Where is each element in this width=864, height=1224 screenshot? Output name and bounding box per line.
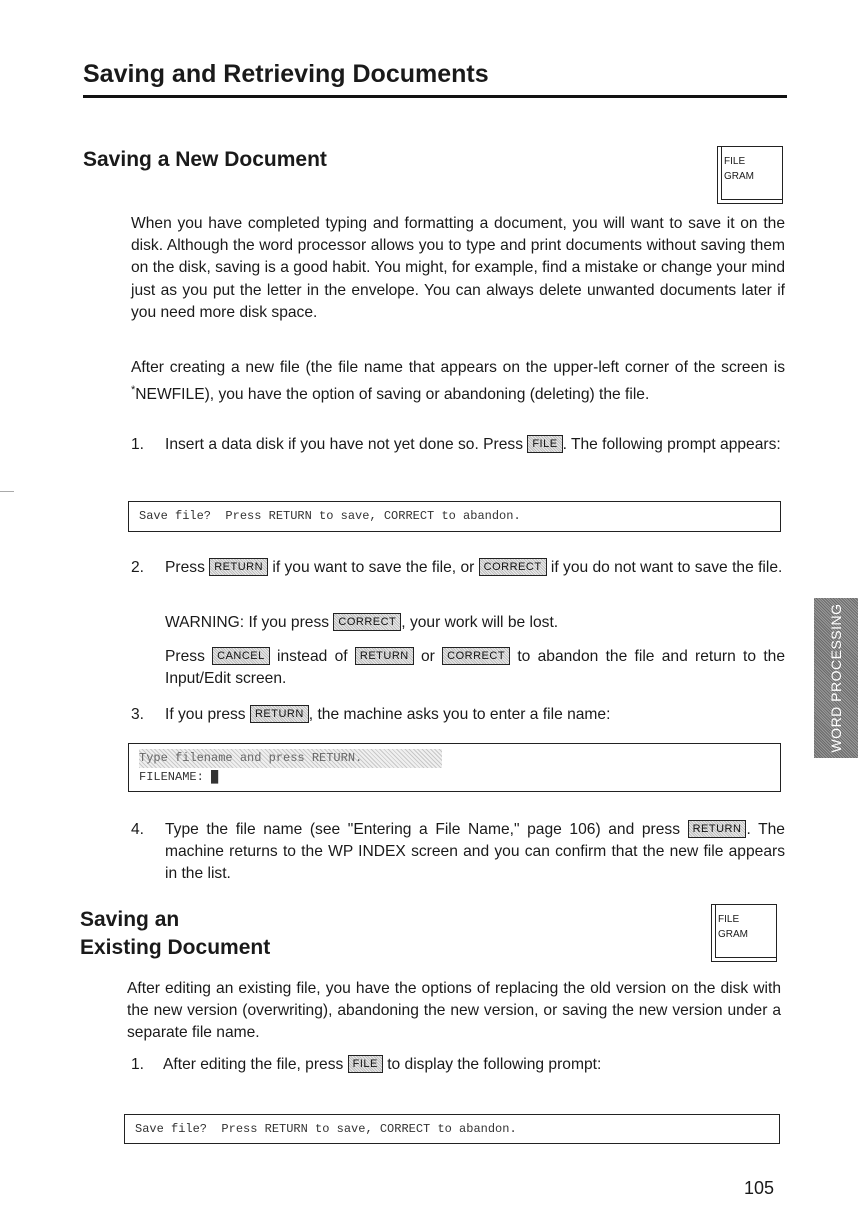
step-text-part: if you do not want to save the file. <box>546 559 783 576</box>
step-text-part: , the machine asks you to enter a file name: <box>308 706 611 723</box>
step-text-part: If you press <box>165 706 250 723</box>
new-file-paragraph <box>131 357 785 407</box>
save-prompt-screen <box>128 501 781 532</box>
page-title: Saving and Retrieving Documents <box>83 60 489 88</box>
step-text-part: Press <box>165 559 210 576</box>
step-number: 2. <box>131 559 145 576</box>
section-title-line: Existing Document <box>80 936 271 959</box>
existing-save-prompt-screen <box>124 1114 780 1144</box>
step-number: 1. <box>131 1056 145 1073</box>
instruction-part: Press <box>165 648 213 665</box>
filename-prompt-screen <box>128 743 781 792</box>
file-gram-keycap-icon <box>717 146 783 204</box>
word-processing-side-tab <box>814 598 858 758</box>
page-number: 105 <box>744 1178 775 1198</box>
section-title-new-document: Saving a New Document <box>83 148 327 171</box>
step-text-part: to display the following prompt: <box>382 1056 602 1073</box>
title-rule <box>83 95 787 98</box>
return-key-icon: RETURN <box>355 647 414 665</box>
warning-part: WARNING: If you press <box>165 614 334 631</box>
step-number: 1. <box>131 436 145 453</box>
step-number: 4. <box>131 821 145 838</box>
existing-file-paragraph: After editing an existing file, you have the options of replacing the old version on the disk with the new version (overwriting), abandoning the new version, or saving the new version under a separate file name. <box>127 980 781 1042</box>
step-4-text <box>165 819 785 885</box>
instruction-part: or <box>413 648 443 665</box>
step-text-part: Insert a data disk if you have not yet done so. Press <box>165 436 528 453</box>
file-key-icon: FILE <box>527 435 562 453</box>
save-prompt-text: Save file? Press RETURN to save, CORRECT to abandon. <box>139 509 521 523</box>
return-key-icon: RETURN <box>209 558 268 576</box>
side-tab-label: WORD PROCESSING <box>828 603 844 753</box>
step-text-part: . The following prompt appears: <box>562 436 781 453</box>
keycap-label-gram: GRAM <box>724 171 754 182</box>
step-text-part: After editing the file, press <box>163 1056 348 1073</box>
correct-key-icon: CORRECT <box>479 558 547 576</box>
para-text: After creating a new file (the file name that appears on the upper-left corner of the screen is <box>131 359 785 376</box>
warning-part: , your work will be lost. <box>401 614 559 631</box>
step-3-text <box>165 704 785 726</box>
correct-key-icon: CORRECT <box>442 647 510 665</box>
warning-text <box>165 612 785 634</box>
para-text: NEWFILE), you have the option of saving or abandoning (deleting) the file. <box>135 386 650 404</box>
margin-mark <box>0 491 14 492</box>
existing-step-1-text <box>163 1054 783 1076</box>
file-key-icon: FILE <box>348 1055 383 1073</box>
return-key-icon: RETURN <box>250 705 309 723</box>
step-text-part: Type the file name (see "Entering a File Name," page 106) and press <box>165 821 688 838</box>
filename-label: FILENAME: <box>139 770 212 784</box>
save-prompt-text: Save file? Press RETURN to save, CORRECT to abandon. <box>135 1122 517 1136</box>
correct-key-icon: CORRECT <box>333 613 401 631</box>
cursor-icon: █ <box>211 770 219 784</box>
intro-paragraph: When you have completed typing and formatting a document, you will want to save it on the disk. Although the word processor allows you to type and print documents without saving them on the disk, saving is a good habit. You might, for example, find a mistake or change your mind just as you put the letter in the envelope. You can always delete unwanted documents later if you need more disk space. <box>131 215 785 321</box>
section-title-existing-document <box>80 906 270 962</box>
step-text-part: if you want to save the file, or <box>268 559 479 576</box>
step-2-text <box>165 557 785 579</box>
keycap-label-file: FILE <box>718 914 740 925</box>
asterisk: * <box>131 384 136 397</box>
step-number: 3. <box>131 706 145 723</box>
keycap-label-gram: GRAM <box>718 929 748 940</box>
return-key-icon: RETURN <box>688 820 747 838</box>
cancel-key-icon: CANCEL <box>212 647 270 665</box>
instruction-part: instead of <box>269 648 355 665</box>
keycap-label-file: FILE <box>724 156 746 167</box>
instruction-part: to abandon the file and return to the Input/Edit screen. <box>165 648 786 687</box>
cancel-instructions <box>165 646 785 690</box>
step-text-part: . The machine returns to the WP INDEX screen and you can confirm that the new file appears in the list. <box>165 821 785 882</box>
file-gram-keycap-icon <box>711 904 777 962</box>
step-1-text <box>165 434 785 456</box>
filename-prompt-highlight: Type filename and press RETURN. <box>139 749 442 768</box>
section-title-line: Saving an <box>80 908 180 931</box>
